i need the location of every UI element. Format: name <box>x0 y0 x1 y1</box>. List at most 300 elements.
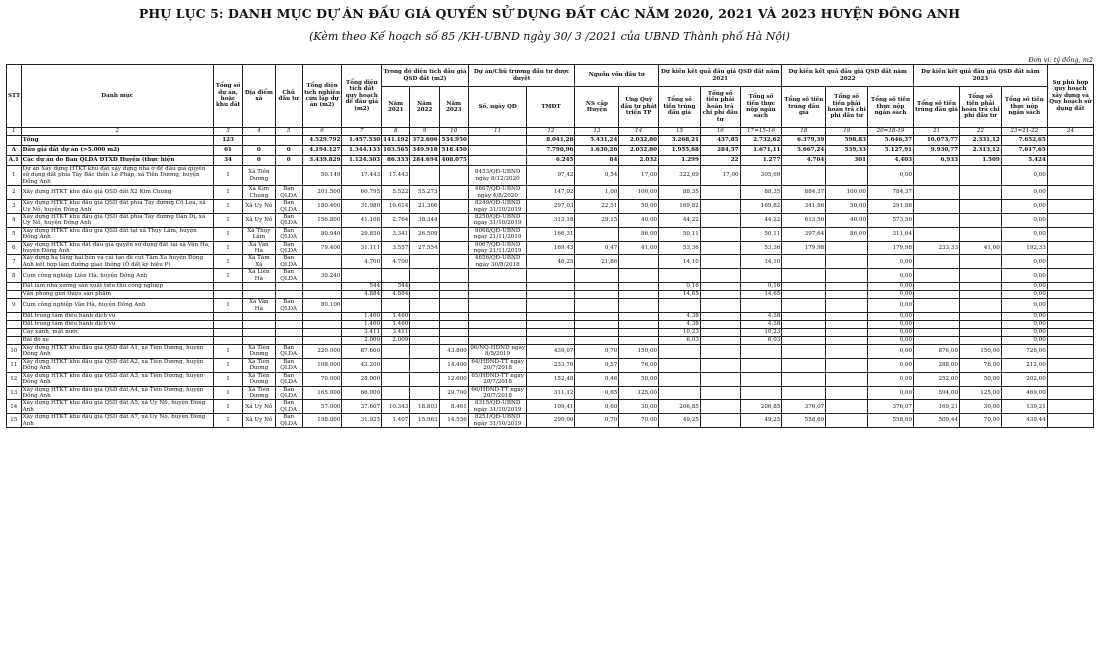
table-cell: 558,69 <box>868 414 914 428</box>
table-cell: 1.460 <box>342 313 382 321</box>
header-dien-tich-quy-hoach: Tổng diện tích đất quy hoạch để đấu giá (m2) <box>342 65 382 128</box>
table-cell <box>275 291 302 299</box>
table-cell <box>782 345 826 359</box>
table-cell: Xã Uy Nỗ <box>243 400 275 414</box>
table-cell: 86,00 <box>619 227 659 241</box>
table-cell <box>243 136 275 146</box>
table-cell <box>782 269 826 283</box>
table-cell: 41,00 <box>960 241 1002 255</box>
column-number: 13 <box>575 128 619 136</box>
table-cell: Ban QLDA <box>275 269 302 283</box>
table-cell: 8249/QĐ-UBND ngày 31/10/2019 <box>468 200 527 214</box>
table-cell <box>302 291 342 299</box>
table-cell: 3.557 <box>382 241 410 255</box>
table-cell: 2.032 <box>619 156 659 166</box>
table-cell: 613,50 <box>782 213 826 227</box>
table-cell <box>960 291 1002 299</box>
table-cell <box>826 291 868 299</box>
header-so-ngay-qd: Số, ngày QĐ <box>468 87 527 128</box>
table-cell <box>960 255 1002 269</box>
table-cell <box>7 291 22 299</box>
column-number: 9 <box>410 128 439 136</box>
table-cell: 291,86 <box>868 200 914 214</box>
table-cell: 86,00 <box>826 227 868 241</box>
table-cell: 6 <box>7 241 22 255</box>
table-cell: Xã Vân Hà <box>243 299 275 313</box>
table-cell: Xây dựng HTKT khu đấu giá QSD đất phía Tây đường Đản Dị, xã Uy Nỗ, huyện Đông Anh <box>21 213 213 227</box>
table-cell: 1 <box>213 166 242 186</box>
table-cell: 17,00 <box>619 166 659 186</box>
table-cell: 0,00 <box>868 269 914 283</box>
table-cell: 598,83 <box>826 136 868 146</box>
header-chu-dau-tu: Chủ đầu tư <box>275 65 302 128</box>
table-cell <box>740 299 782 313</box>
table-cell: Xây dựng hạ tầng hai bên và cải tạo đê cụt Tầm Xá huyện Đông Anh kết hợp làm đường giao thông (Ô đất ký hiệu P) <box>21 255 213 269</box>
table-cell <box>243 291 275 299</box>
table-cell <box>700 213 740 227</box>
table-cell <box>302 313 342 321</box>
table-cell <box>410 337 439 345</box>
column-number: 8 <box>382 128 410 136</box>
table-cell <box>782 166 826 186</box>
table-cell <box>619 329 659 337</box>
table-cell <box>960 299 1002 313</box>
table-cell: 66/HĐND-TT ngày 20/7/2018 <box>468 386 527 400</box>
table-cell: 9067/QĐ-UBND ngày 21/11/2019 <box>468 241 527 255</box>
column-number: 5 <box>275 128 302 136</box>
table-cell: 65/HĐND-TT ngày 20/7/2018 <box>468 372 527 386</box>
table-cell <box>700 299 740 313</box>
table-cell: 4.700 <box>382 255 410 269</box>
table-cell: 53,36 <box>659 241 701 255</box>
table-cell: Đất trung tâm điều hành dịch vụ <box>21 321 213 329</box>
table-cell: 9 <box>7 299 22 313</box>
table-cell: 1.460 <box>342 321 382 329</box>
table-cell: Xã Tiên Dương <box>243 372 275 386</box>
table-cell: 322,69 <box>659 166 701 186</box>
table-cell: 55.273 <box>410 186 439 200</box>
table-cell <box>468 321 527 329</box>
table-cell: 2.331,12 <box>960 136 1002 146</box>
table-cell <box>439 227 468 241</box>
table-cell <box>468 291 527 299</box>
table-cell: 2 <box>7 186 22 200</box>
table-cell <box>960 283 1002 291</box>
page-title: PHỤ LỤC 5: DANH MỤC DỰ ÁN ĐẤU GIÁ QUYỀN SỬ DỤNG ĐẤT CÁC NĂM 2020, 2021 VÀ 2023 HUYỆN ĐÔNG ANH <box>138 6 961 21</box>
table-cell: Xã Tiên Dương <box>243 166 275 186</box>
table-cell <box>619 283 659 291</box>
table-cell: 0 <box>275 146 302 156</box>
table-cell: 17.443 <box>342 166 382 186</box>
table-cell <box>527 329 575 337</box>
table-cell <box>619 255 659 269</box>
table-cell: 06/NQ-HĐND ngày 8/5/2019 <box>470 345 526 358</box>
header-2023-tien-dau-gia: Tổng số tiền trúng đấu giá <box>914 87 960 128</box>
table-cell <box>275 329 302 337</box>
table-cell: 179,98 <box>868 241 914 255</box>
table-cell <box>700 291 740 299</box>
page-subtitle: (Kèm theo Kế hoạch số 85 /KH-UBND ngày 30/ 3 /2021 của UBND Thành phố Hà Nội) <box>309 30 790 43</box>
table-cell: 88,35 <box>740 186 782 200</box>
table-cell: 13 <box>7 386 22 400</box>
table-cell: 437,85 <box>700 136 740 146</box>
table-cell <box>914 299 960 313</box>
table-cell: 4 <box>7 213 22 227</box>
table-cell <box>782 372 826 386</box>
table-cell <box>826 241 868 255</box>
table-cell <box>410 291 439 299</box>
table-cell <box>213 283 242 291</box>
table-cell: 233,33 <box>914 241 960 255</box>
table-row <box>7 321 1094 329</box>
table-row <box>7 146 1094 156</box>
table-cell: 198.000 <box>302 414 342 428</box>
table-cell: Ban QLDA <box>275 358 302 372</box>
table-cell <box>1047 345 1093 359</box>
table-cell <box>342 299 382 313</box>
table-cell <box>619 337 659 345</box>
table-cell: Các dự án do Ban QLDA ĐTXD Huyện (thực hiện <box>21 156 213 166</box>
table-cell: Dự án Xây dựng HTKT khu đất xây dựng nhà ở để đấu giá quyền sử dụng đất phía Tây Bắc thôn Lễ Pháp, xã Tiên Dương, huyện Đông Anh <box>21 166 213 186</box>
table-cell: Ban QLDA <box>275 200 302 214</box>
table-cell <box>619 299 659 313</box>
table-cell <box>575 227 619 241</box>
table-cell: 44,22 <box>659 213 701 227</box>
table-cell <box>960 186 1002 200</box>
table-row <box>7 313 1094 321</box>
table-cell: 14,65 <box>659 291 701 299</box>
table-cell: 49,25 <box>659 414 701 428</box>
table-cell <box>1047 213 1093 227</box>
table-cell <box>826 269 868 283</box>
table-cell: 1 <box>7 166 22 186</box>
column-number: 15 <box>659 128 701 136</box>
table-cell: 1.457.530 <box>342 136 382 146</box>
table-cell: 0,00 <box>868 291 914 299</box>
header-tmdt: TMĐT <box>527 87 575 128</box>
table-row <box>7 358 1094 372</box>
table-cell <box>782 299 826 313</box>
table-cell <box>659 299 701 313</box>
table-cell <box>1047 283 1093 291</box>
table-cell: 1.509 <box>960 156 1002 166</box>
table-cell: 376,07 <box>868 400 914 414</box>
table-cell <box>960 313 1002 321</box>
table-cell <box>302 283 342 291</box>
table-cell: 1.407 <box>382 414 410 428</box>
table-cell: 1 <box>213 299 242 313</box>
table-cell <box>960 166 1002 186</box>
table-cell: 150,00 <box>619 345 659 359</box>
table-cell: 2.732,62 <box>740 136 782 146</box>
table-cell <box>243 337 275 345</box>
table-cell <box>439 283 468 291</box>
table-cell: 50,00 <box>619 372 659 386</box>
table-row <box>7 269 1094 283</box>
table-cell: 7 <box>7 255 22 269</box>
table-cell <box>468 299 527 313</box>
table-cell: 6.245 <box>527 156 575 166</box>
table-cell: 15.963 <box>410 414 439 428</box>
table-cell <box>213 291 242 299</box>
header-group-2022: Dự kiến kết quả đấu giá QSD đất năm 2022 <box>782 65 914 87</box>
table-cell <box>782 313 826 321</box>
table-cell: 311,12 <box>527 386 575 400</box>
table-cell: 18.803 <box>410 400 439 414</box>
table-cell: 4.403 <box>868 156 914 166</box>
table-cell: 4,38 <box>659 321 701 329</box>
table-cell <box>700 386 740 400</box>
table-cell <box>960 321 1002 329</box>
table-cell: 0,00 <box>1001 321 1047 329</box>
table-cell <box>1047 146 1093 156</box>
table-cell: 57.000 <box>302 400 342 414</box>
table-cell: 1.671,11 <box>740 146 782 156</box>
table-cell <box>302 255 342 269</box>
table-cell <box>410 358 439 372</box>
table-cell: 3.411 <box>342 329 382 337</box>
table-cell <box>782 321 826 329</box>
table-cell: Xã Tiên Dương <box>243 386 275 400</box>
table-cell <box>302 321 342 329</box>
table-cell: 8251/QĐ-UBND ngày 31/10/2019 <box>468 414 527 428</box>
table-cell <box>527 313 575 321</box>
header-2022-hoan-tra: Tổng số tiền phải hoàn trả chi phí đầu tư <box>826 87 868 128</box>
table-cell <box>700 313 740 321</box>
table-cell <box>410 313 439 321</box>
table-cell <box>1047 329 1093 337</box>
table-cell <box>468 146 527 156</box>
table-cell: 0,47 <box>575 241 619 255</box>
table-cell: 6,03 <box>740 337 782 345</box>
table-cell: Xã Uy Nỗ <box>243 414 275 428</box>
table-cell: 84 <box>575 156 619 166</box>
table-cell: 297,03 <box>527 200 575 214</box>
header-group-2021: Dự kiến kết quả đấu giá QSD đất năm 2021 <box>659 65 782 87</box>
table-cell <box>960 227 1002 241</box>
table-cell: 38.344 <box>410 213 439 227</box>
table-cell: 1 <box>213 213 242 227</box>
table-row <box>7 186 1094 200</box>
table-cell: 50,00 <box>960 372 1002 386</box>
table-cell <box>243 313 275 321</box>
table-cell <box>1047 200 1093 214</box>
table-cell <box>700 372 740 386</box>
table-cell <box>960 213 1002 227</box>
table-cell <box>410 269 439 283</box>
table-cell: 558,69 <box>782 414 826 428</box>
table-cell <box>1047 291 1093 299</box>
table-cell: 165.000 <box>302 386 342 400</box>
table-cell: 14,10 <box>659 255 701 269</box>
table-cell: 0,00 <box>1001 299 1047 313</box>
table-cell: Văn phòng giới thiệu sản phẩm <box>21 291 213 299</box>
table-cell: 150,00 <box>960 345 1002 359</box>
table-cell: 41.108 <box>342 213 382 227</box>
table-cell <box>213 337 242 345</box>
table-cell: 0,00 <box>1001 269 1047 283</box>
table-row <box>7 299 1094 313</box>
table-cell: 2.009 <box>382 337 410 345</box>
table-cell <box>439 321 468 329</box>
table-cell <box>439 241 468 255</box>
table-cell: 169,43 <box>527 241 575 255</box>
table-cell: 884,37 <box>782 186 826 200</box>
table-cell: 70,00 <box>619 414 659 428</box>
table-cell: 80.940 <box>302 227 342 241</box>
table-cell <box>575 299 619 313</box>
table-cell: 152,48 <box>527 372 575 386</box>
table-cell: Ban QLDA <box>275 386 302 400</box>
table-cell: 573,50 <box>868 213 914 227</box>
table-cell <box>1047 358 1093 372</box>
table-cell: 0,00 <box>1001 200 1047 214</box>
table-cell: 0,00 <box>868 345 914 359</box>
table-cell: 0,00 <box>868 358 914 372</box>
column-number: 10 <box>439 128 468 136</box>
table-cell <box>7 321 22 329</box>
table-cell: 76,00 <box>619 358 659 372</box>
table-cell: 1 <box>213 386 242 400</box>
table-cell: 5.646,37 <box>868 136 914 146</box>
header-2021-tien-dau-gia: Tổng số tiền trúng đấu giá <box>659 87 701 128</box>
table-cell: 169,82 <box>740 200 782 214</box>
table-cell <box>342 269 382 283</box>
table-cell <box>659 358 701 372</box>
table-cell: 0,16 <box>740 283 782 291</box>
table-cell: Ban QLDA <box>275 241 302 255</box>
table-cell: 60.795 <box>342 186 382 200</box>
table-cell: 50,11 <box>659 227 701 241</box>
table-cell: Đất trung tâm điều hành dịch vụ <box>21 313 213 321</box>
table-cell: 21.366 <box>410 200 439 214</box>
table-cell <box>439 213 468 227</box>
table-row <box>7 386 1094 400</box>
table-cell <box>826 358 868 372</box>
table-cell: 22,51 <box>575 200 619 214</box>
table-cell: 100,00 <box>826 186 868 200</box>
table-cell: 14 <box>7 400 22 414</box>
table-cell: 252,00 <box>914 372 960 386</box>
table-cell <box>410 321 439 329</box>
table-cell <box>7 283 22 291</box>
table-cell: 0,00 <box>868 386 914 400</box>
table-cell <box>914 269 960 283</box>
table-cell <box>575 321 619 329</box>
table-cell <box>826 345 868 359</box>
table-row <box>7 227 1094 241</box>
table-cell: 109,41 <box>527 400 575 414</box>
header-ung-quy: Ứng Quỹ đầu tư phát triển TP <box>619 87 659 128</box>
table-cell: 0,16 <box>659 283 701 291</box>
table-cell <box>700 283 740 291</box>
table-cell <box>243 329 275 337</box>
column-number: 12 <box>527 128 575 136</box>
table-cell: 0,00 <box>868 166 914 186</box>
table-cell: 29.850 <box>342 227 382 241</box>
table-cell <box>782 358 826 372</box>
table-cell <box>1047 313 1093 321</box>
table-cell <box>527 337 575 345</box>
table-cell <box>439 299 468 313</box>
table-cell: 0,00 <box>1001 283 1047 291</box>
table-cell <box>659 345 701 359</box>
table-cell: 1.344.133 <box>342 146 382 156</box>
table-row <box>7 400 1094 414</box>
table-cell: 43.800 <box>439 345 468 359</box>
table-cell: 0 <box>243 156 275 166</box>
table-cell <box>740 372 782 386</box>
header-row-1 <box>7 65 1094 87</box>
table-cell: 301 <box>826 156 868 166</box>
table-cell <box>439 269 468 283</box>
table-cell: 4.704 <box>782 156 826 166</box>
table-cell <box>619 291 659 299</box>
table-cell: 14.556 <box>439 414 468 428</box>
table-cell <box>410 299 439 313</box>
table-cell: 147,02 <box>527 186 575 200</box>
table-cell <box>410 166 439 186</box>
table-cell <box>575 337 619 345</box>
column-number: 14 <box>619 128 659 136</box>
column-number-row <box>7 128 1094 136</box>
table-cell: 0,00 <box>1001 329 1047 337</box>
table-cell: 29,15 <box>575 213 619 227</box>
table-cell <box>1047 255 1093 269</box>
table-cell <box>7 313 22 321</box>
table-cell: 4.529.792 <box>302 136 342 146</box>
table-body <box>7 136 1094 428</box>
table-cell: 1.277 <box>740 156 782 166</box>
unit-note: Đơn vị: tỷ đồng, m2 <box>1028 56 1093 64</box>
table-cell: 87.600 <box>342 345 382 359</box>
table-cell: 8.461 <box>439 400 468 414</box>
table-cell: Ban QLDA <box>275 255 302 269</box>
table-cell: 1.124.303 <box>342 156 382 166</box>
table-row <box>7 283 1094 291</box>
table-cell: 180.400 <box>302 200 342 214</box>
table-cell: Xã Tiên Dương <box>243 358 275 372</box>
table-cell: Cụm công nghiệp Vân Hà, huyện Đông Anh <box>21 299 213 313</box>
table-cell: Bãi đỗ xe <box>21 337 213 345</box>
table-cell: 125,00 <box>960 386 1002 400</box>
table-cell: 1.299 <box>659 156 701 166</box>
table-cell: 14,10 <box>740 255 782 269</box>
table-cell: Xây dựng HTKT khu đất đấu giá quyền sử dụng đất tại xã Vân Hà, huyện Đông Anh <box>21 241 213 255</box>
table-cell: 202,00 <box>1001 372 1047 386</box>
table-cell: 372.606 <box>410 136 439 146</box>
table-cell: 10.614 <box>382 200 410 214</box>
table-cell: 179,98 <box>782 241 826 255</box>
table-row <box>7 166 1094 186</box>
column-number: 24 <box>1047 128 1093 136</box>
table-cell: 376,07 <box>782 400 826 414</box>
table-cell <box>826 400 868 414</box>
table-cell: 1 <box>213 255 242 269</box>
table-cell <box>7 136 22 146</box>
table-cell: Xây dựng HTKT khu đấu giá QSD đất A3, xã Tiên Dương, huyện Đông Anh <box>21 372 213 386</box>
table-cell: 233,76 <box>527 358 575 372</box>
table-cell <box>1047 186 1093 200</box>
table-cell: 544 <box>342 283 382 291</box>
table-cell: 4.884 <box>382 291 410 299</box>
table-cell: 311,64 <box>868 227 914 241</box>
table-cell: Ban QLDA <box>275 400 302 414</box>
table-cell: 8250/QĐ-UBND ngày 31/10/2019 <box>468 213 527 227</box>
table-cell: 97,42 <box>527 166 575 186</box>
table-cell <box>302 337 342 345</box>
table-row <box>7 291 1094 299</box>
